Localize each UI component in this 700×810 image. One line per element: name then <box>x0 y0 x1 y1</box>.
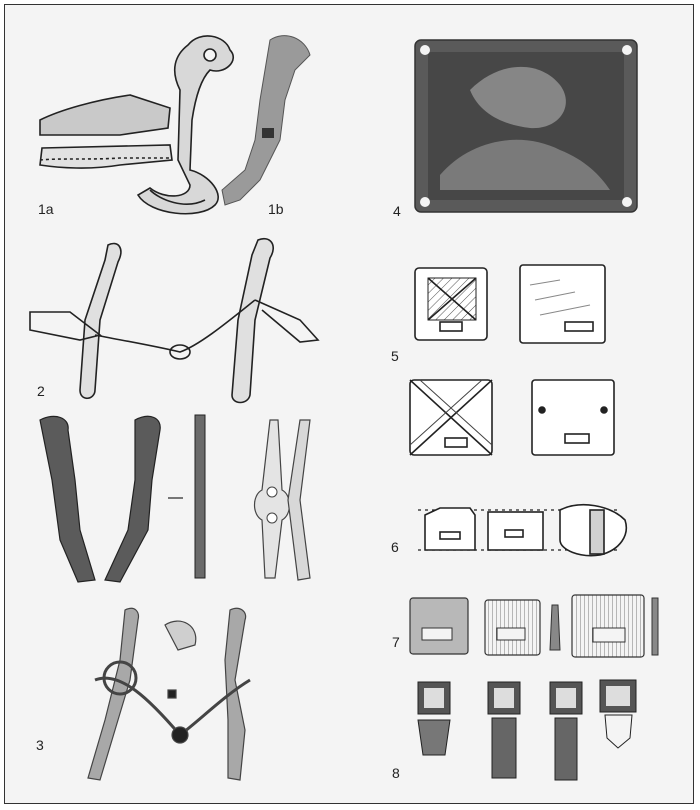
artifact-5-plaque-bottom-left <box>410 380 492 455</box>
figure-label-4: 4 <box>393 203 401 219</box>
figure-label-5: 5 <box>391 348 399 364</box>
artifact-5-plaque-top-right <box>520 265 605 343</box>
artifact-1a-cheekpiece-drawing <box>38 36 233 217</box>
artifact-2-bit-with-cheekpieces <box>30 239 318 403</box>
figure-label-1b: 1b <box>268 201 284 217</box>
artifact-7-buckles <box>410 595 658 657</box>
figure-label-8: 8 <box>392 765 400 781</box>
artifact-5-plaque-bottom-right <box>532 380 614 455</box>
artifact-8-face-ornaments <box>418 680 636 780</box>
artifact-5-plaque-top-left <box>415 268 487 340</box>
figure-label-2: 2 <box>37 383 45 399</box>
artifact-4-plaque-photo <box>415 40 637 212</box>
artifact-3-bit-photo <box>88 608 250 780</box>
artifact-1b-cheekpiece-photo <box>222 36 310 205</box>
artifact-3-cheekpiece-set <box>40 415 310 582</box>
figure-label-3: 3 <box>36 737 44 753</box>
figure-label-7: 7 <box>392 634 400 650</box>
figure-label-6: 6 <box>391 539 399 555</box>
artifact-5-plaques <box>410 265 614 455</box>
figure-label-1a: 1a <box>38 201 54 217</box>
artifact-6-belt-set <box>418 505 626 556</box>
